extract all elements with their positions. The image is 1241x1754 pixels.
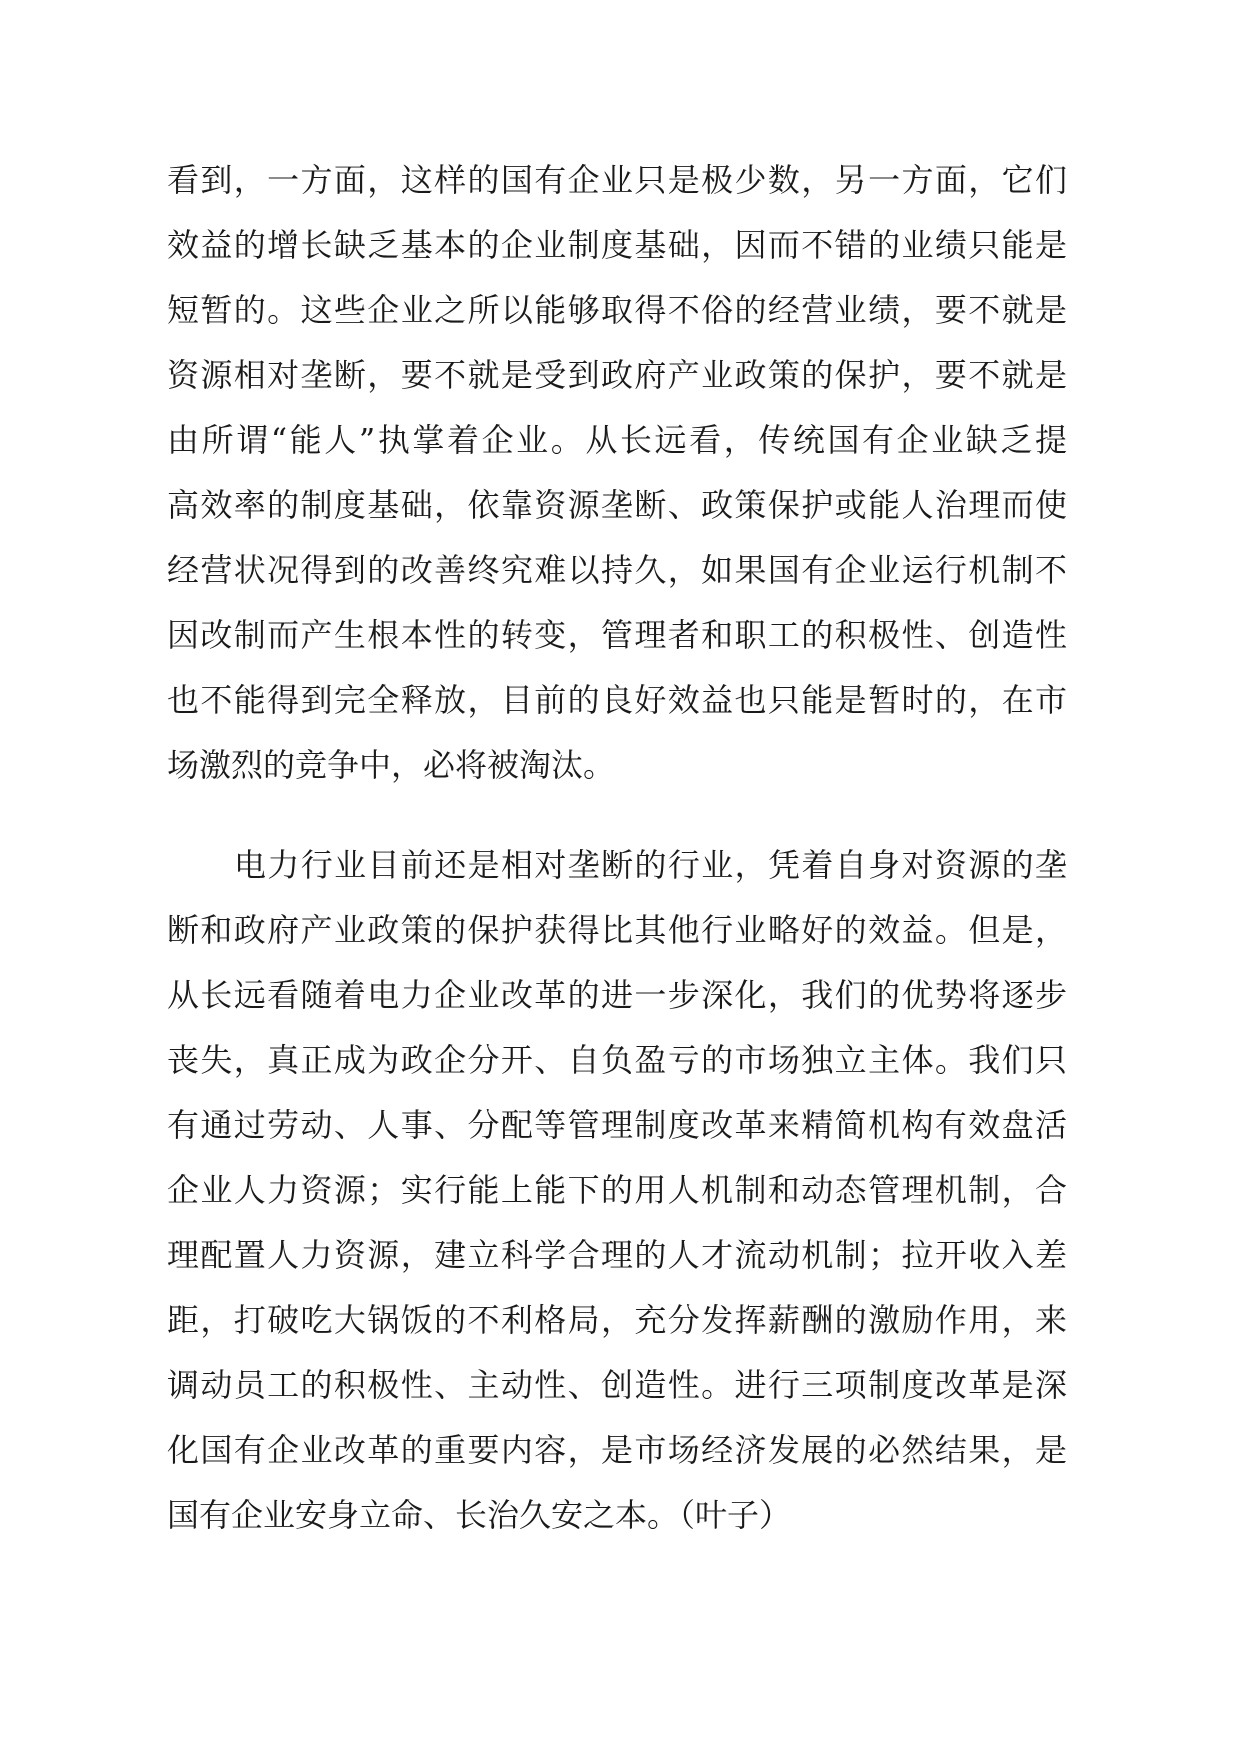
text-line: 距，打破吃大锅饭的不利格局，充分发挥薪酬的激励作用，来 — [167, 1301, 1067, 1339]
text-line: 电力行业目前还是相对垄断的行业，凭着自身对资源的垄 — [234, 846, 1067, 884]
text-line: 资源相对垄断，要不就是受到政府产业政策的保护，要不就是 — [167, 356, 1067, 394]
text-line: 效益的增长缺乏基本的企业制度基础，因而不错的业绩只能是 — [167, 226, 1067, 264]
text-line: 理配置人力资源，建立科学合理的人才流动机制；拉开收入差 — [167, 1236, 1067, 1274]
text-line: 化国有企业改革的重要内容，是市场经济发展的必然结果，是 — [167, 1431, 1067, 1469]
text-line: 短暂的。这些企业之所以能够取得不俗的经营业绩，要不就是 — [167, 291, 1067, 329]
text-line: 看到，一方面，这样的国有企业只是极少数，另一方面，它们 — [167, 161, 1067, 199]
text-line: 高效率的制度基础，依靠资源垄断、政策保护或能人治理而使 — [167, 486, 1067, 524]
text-line: 断和政府产业政策的保护获得比其他行业略好的效益。但是， — [167, 911, 1067, 949]
text-line: 调动员工的积极性、主动性、创造性。进行三项制度改革是深 — [167, 1366, 1067, 1404]
text-line: 丧失，真正成为政企分开、自负盈亏的市场独立主体。我们只 — [167, 1041, 1067, 1079]
text-line: 国有企业安身立命、长治久安之本。（叶子） — [167, 1496, 792, 1534]
text-line: 因改制而产生根本性的转变，管理者和职工的积极性、创造性 — [167, 616, 1067, 654]
text-line: 经营状况得到的改善终究难以持久，如果国有企业运行机制不 — [167, 551, 1067, 589]
text-line: 从长远看随着电力企业改革的进一步深化，我们的优势将逐步 — [167, 976, 1067, 1014]
text-line: 由所谓“能人”执掌着企业。从长远看，传统国有企业缺乏提 — [167, 421, 1067, 459]
text-line: 企业人力资源；实行能上能下的用人机制和动态管理机制，合 — [167, 1171, 1067, 1209]
text-line: 有通过劳动、人事、分配等管理制度改革来精简机构有效盘活 — [167, 1106, 1067, 1144]
text-line: 场激烈的竞争中，必将被淘汰。 — [167, 746, 616, 784]
text-line: 也不能得到完全释放，目前的良好效益也只能是暂时的，在市 — [167, 681, 1067, 719]
